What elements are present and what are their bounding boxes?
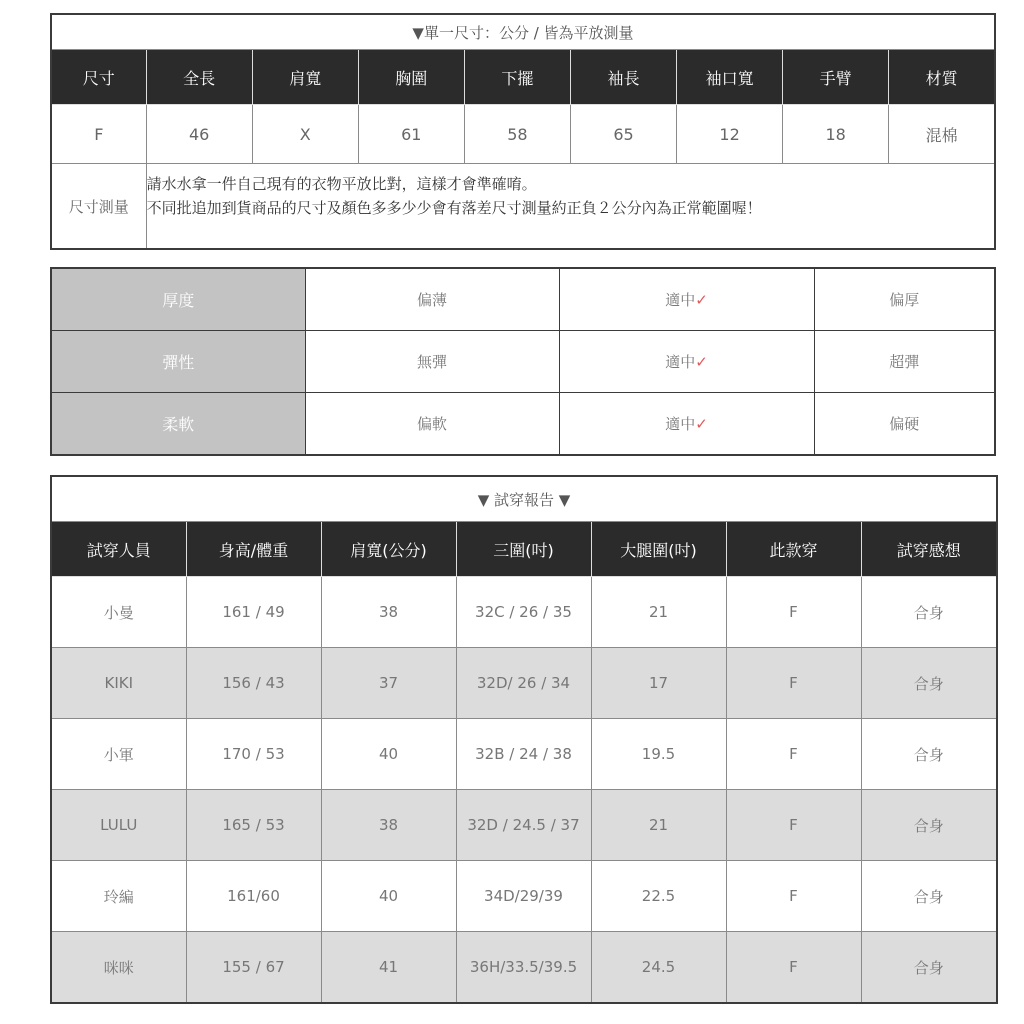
fabric-option-label: 適中 (665, 291, 696, 309)
report-cell: 156 / 43 (186, 648, 321, 719)
report-header-cell: 此款穿 (726, 522, 861, 577)
report-cell: 22.5 (591, 861, 726, 932)
report-cell: 37 (321, 648, 456, 719)
fabric-row (51, 331, 995, 393)
fabric-table (50, 267, 996, 456)
fabric-option (305, 268, 559, 331)
report-cell: F (726, 648, 861, 719)
fabric-option-label: 偏厚 (889, 291, 920, 309)
size-header-row (51, 50, 995, 105)
fabric-row (51, 268, 995, 331)
size-header-cell: 袖口寬 (677, 50, 783, 105)
size-note-line: 請水水拿一件自己現有的衣物平放比對，這樣才會準確唷。 (146, 175, 537, 193)
report-cell: 小曼 (51, 577, 186, 648)
report-cell: F (726, 577, 861, 648)
report-cell: 32C / 26 / 35 (456, 577, 591, 648)
report-cell: 32D / 24.5 / 37 (456, 790, 591, 861)
fabric-option (305, 331, 559, 393)
fabric-option-label: 適中 (665, 415, 696, 433)
fabric-option (814, 268, 995, 331)
report-cell: F (726, 719, 861, 790)
report-cell: 38 (321, 577, 456, 648)
report-header-cell: 肩寬(公分) (321, 522, 456, 577)
report-cell: 170 / 53 (186, 719, 321, 790)
report-cell: 34D/29/39 (456, 861, 591, 932)
size-header-cell: 尺寸 (51, 50, 146, 105)
report-row (51, 932, 997, 1004)
report-header-cell: 大腿圍(吋) (591, 522, 726, 577)
size-note-row (51, 164, 995, 250)
report-cell: F (726, 932, 861, 1004)
report-cell: 合身 (861, 719, 997, 790)
fabric-option-label: 偏軟 (416, 415, 447, 433)
report-cell: 合身 (861, 790, 997, 861)
fabric-attribute: 柔軟 (51, 393, 305, 456)
fabric-attribute: 彈性 (51, 331, 305, 393)
size-value-cell: 18 (783, 105, 889, 164)
fabric-option (814, 331, 995, 393)
size-value-cell: 46 (146, 105, 252, 164)
report-cell: 合身 (861, 861, 997, 932)
report-header-row (51, 522, 997, 577)
size-header-cell: 手臂 (783, 50, 889, 105)
report-cell: 40 (321, 719, 456, 790)
report-cell: 32B / 24 / 38 (456, 719, 591, 790)
fabric-option-label: 偏硬 (889, 415, 920, 433)
size-header-cell: 下擺 (464, 50, 570, 105)
fabric-option (559, 331, 814, 393)
report-cell: 41 (321, 932, 456, 1004)
report-row (51, 577, 997, 648)
report-cell: 玲編 (51, 861, 186, 932)
report-cell: 165 / 53 (186, 790, 321, 861)
report-cell: 咪咪 (51, 932, 186, 1004)
check-icon: ✓ (695, 415, 708, 433)
report-header-cell: 試穿人員 (51, 522, 186, 577)
size-value-cell: 混棉 (889, 105, 995, 164)
size-header-cell: 袖長 (570, 50, 676, 105)
size-header-cell: 胸圍 (358, 50, 464, 105)
size-table (50, 13, 996, 250)
report-cell: 40 (321, 861, 456, 932)
size-value-cell: X (252, 105, 358, 164)
report-cell: 161 / 49 (186, 577, 321, 648)
report-cell: 24.5 (591, 932, 726, 1004)
report-row (51, 861, 997, 932)
report-row (51, 648, 997, 719)
report-cell: F (726, 861, 861, 932)
size-value-cell: 61 (358, 105, 464, 164)
report-cell: 合身 (861, 932, 997, 1004)
report-header-cell: 三圍(吋) (456, 522, 591, 577)
report-cell: 36H/33.5/39.5 (456, 932, 591, 1004)
check-icon: ✓ (695, 291, 708, 309)
report-cell: F (726, 790, 861, 861)
report-cell: 合身 (861, 577, 997, 648)
fabric-attribute: 厚度 (51, 268, 305, 331)
report-cell: 19.5 (591, 719, 726, 790)
size-caption: ▼單一尺寸：公分 / 皆為平放測量 (51, 14, 995, 50)
fabric-option (559, 393, 814, 456)
report-row (51, 790, 997, 861)
check-icon: ✓ (695, 353, 708, 371)
size-header-cell: 肩寬 (252, 50, 358, 105)
report-cell: 32D/ 26 / 34 (456, 648, 591, 719)
report-header-cell: 身高/體重 (186, 522, 321, 577)
fabric-option (305, 393, 559, 456)
size-note-label: 尺寸測量 (51, 164, 146, 250)
report-cell: LULU (51, 790, 186, 861)
fabric-option-label: 偏薄 (416, 291, 447, 309)
report-caption: ▼ 試穿報告 ▼ (51, 476, 997, 522)
report-cell: 161/60 (186, 861, 321, 932)
fabric-option (814, 393, 995, 456)
size-header-cell: 全長 (146, 50, 252, 105)
report-cell: 38 (321, 790, 456, 861)
report-header-cell: 試穿感想 (861, 522, 997, 577)
size-value-cell: F (51, 105, 146, 164)
fabric-option-label: 適中 (665, 353, 696, 371)
fabric-option-label: 超彈 (889, 353, 920, 371)
size-value-cell: 65 (570, 105, 676, 164)
fabric-option-label: 無彈 (416, 353, 447, 371)
size-note-text (146, 164, 995, 250)
report-cell: 21 (591, 790, 726, 861)
size-header-cell: 材質 (889, 50, 995, 105)
size-value-cell: 12 (677, 105, 783, 164)
report-table (50, 475, 998, 1004)
size-values-row (51, 105, 995, 164)
size-note-line: 不同批追加到貨商品的尺寸及顏色多多少少會有落差尺寸測量約正負２公分內為正常範圍喔！ (146, 199, 762, 217)
report-row (51, 719, 997, 790)
fabric-row (51, 393, 995, 456)
report-cell: 小軍 (51, 719, 186, 790)
fabric-option (559, 268, 814, 331)
report-cell: 155 / 67 (186, 932, 321, 1004)
report-cell: KIKI (51, 648, 186, 719)
report-cell: 17 (591, 648, 726, 719)
size-value-cell: 58 (464, 105, 570, 164)
report-cell: 21 (591, 577, 726, 648)
report-cell: 合身 (861, 648, 997, 719)
